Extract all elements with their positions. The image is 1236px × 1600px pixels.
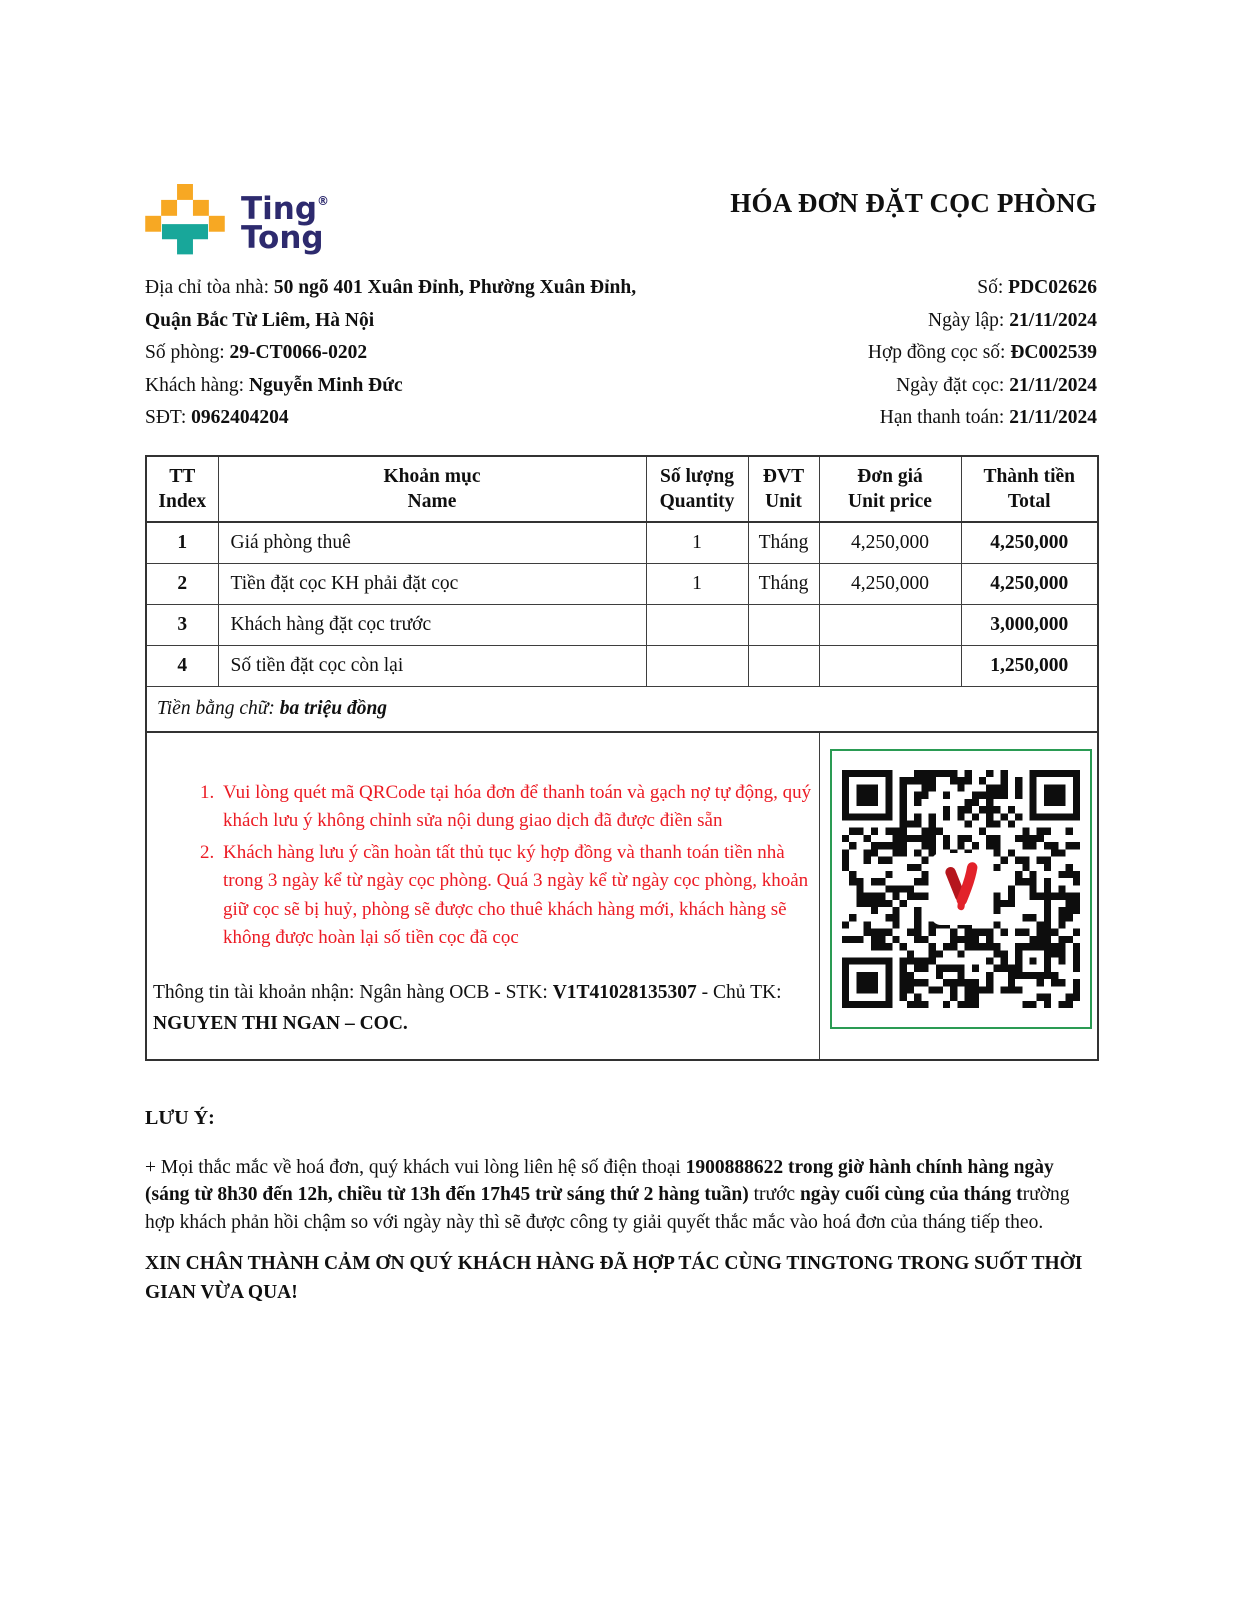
thank-you-note: XIN CHÂN THÀNH CẢM ƠN QUÝ KHÁCH HÀNG ĐÃ HỢP TÁC CÙNG TINGTONG TRONG SUỐT THỜI GIAN VỪA QUA! xyxy=(145,1253,1083,1303)
col-header-quantity: Số lượng Quantity xyxy=(646,456,748,522)
contact-note: + Mọi thắc mắc về hoá đơn, quý khách vui lòng liên hệ số điện thoại 1900888622 trong giờ hành chính hàng ngày (sáng từ 8h30 đến 12h, chiều từ 13h đến 17h45 trừ sáng thứ 2 hàng tuần) trước ngày cuối cùng của tháng trường hợp khách phản hồi chậm so với ngày này thì sẽ được công ty giải quyết thắc mắc vào hoá đơn của tháng tiếp theo. xyxy=(145,1156,1070,1233)
building-address: Địa chỉ tòa nhà: 50 ngõ 401 Xuân Đỉnh, Phường Xuân Đỉnh, Quận Bắc Từ Liêm, Hà Nội xyxy=(145,277,637,331)
qr-cell xyxy=(819,732,1098,1060)
bank-account-info: Thông tin tài khoản nhận: Ngân hàng OCB - STK: V1T41028135307 - Chủ TK: NGUYEN THI NGAN – COC. xyxy=(153,981,782,1034)
table-header-row xyxy=(146,456,1098,522)
invoice-number: Số: PDC02626 xyxy=(977,277,1097,298)
registered-mark: ® xyxy=(317,194,330,208)
table-row: 1 Giá phòng thuê 1 Tháng 4,250,000 4,250,000 xyxy=(146,522,1098,564)
amount-in-words: Tiền bằng chữ: ba triệu đồng xyxy=(146,686,1098,732)
amount-in-words-row xyxy=(146,686,1098,732)
customer-info xyxy=(145,272,657,435)
table-row: 4 Số tiền đặt cọc còn lại 1,250,000 xyxy=(146,645,1098,686)
col-header-unit: ĐVT Unit xyxy=(748,456,819,522)
payment-due-date: Hạn thanh toán: 21/11/2024 xyxy=(879,407,1097,428)
tingtong-logo-icon xyxy=(145,184,225,256)
col-header-name: Khoản mục Name xyxy=(218,456,646,522)
payment-note-item: 1. Vui lòng quét mã QRCode tại hóa đơn để thanh toán và gạch nợ tự động, quý khách lưu ý không chỉnh sửa nội dung giao dịch đã được điền sẵn xyxy=(219,779,817,836)
logo-line1: Ting xyxy=(241,191,318,227)
vietqr-v-icon xyxy=(931,853,991,925)
issue-date: Ngày lập: 21/11/2024 xyxy=(928,309,1097,331)
invoice-table xyxy=(145,455,1099,1061)
payment-notes-list xyxy=(147,779,817,953)
notes-and-qr-row xyxy=(146,732,1098,1060)
invoice-info xyxy=(145,272,1097,435)
room-number: Số phòng: 29-CT0066-0202 xyxy=(145,342,368,363)
col-header-unit-price: Đơn giá Unit price xyxy=(819,456,961,522)
page-title: HÓA ĐƠN ĐẶT CỌC PHÒNG xyxy=(730,188,1097,218)
notes-heading: LƯU Ý: xyxy=(145,1106,215,1129)
invoice-document xyxy=(145,0,1097,1307)
invoice-header xyxy=(145,180,1097,256)
col-header-total: Thành tiền Total xyxy=(961,456,1098,522)
invoice-footer xyxy=(145,1107,1097,1308)
tingtong-logo xyxy=(145,180,329,256)
notes-cell xyxy=(146,732,819,1060)
col-header-index: TT Index xyxy=(146,456,218,522)
payment-note-item: 2. Khách hàng lưu ý cần hoàn tất thủ tục ký hợp đồng và thanh toán tiền nhà trong 3 ngày kể từ ngày cọc phòng. Quá 3 ngày kể từ ngày cọc phòng, khoản giữ cọc sẽ bị huỷ, phòng sẽ được cho thuê khách hàng mới, khách hàng sẽ không được hoàn lại số tiền cọc đã cọc xyxy=(219,839,817,953)
payment-qr-code xyxy=(842,770,1080,1008)
table-row: 2 Tiền đặt cọc KH phải đặt cọc 1 Tháng 4,250,000 4,250,000 xyxy=(146,563,1098,604)
customer-phone: SĐT: 0962404204 xyxy=(145,407,289,428)
customer-name: Khách hàng: Nguyễn Minh Đức xyxy=(145,374,403,396)
logo-line2: Tong xyxy=(241,220,324,256)
invoice-meta xyxy=(868,272,1097,435)
deposit-date: Ngày đặt cọc: 21/11/2024 xyxy=(896,374,1097,396)
table-row: 3 Khách hàng đặt cọc trước 3,000,000 xyxy=(146,604,1098,645)
contract-number: Hợp đồng cọc số: ĐC002539 xyxy=(867,342,1097,363)
qr-frame xyxy=(830,749,1092,1029)
tingtong-logo-text xyxy=(241,187,329,256)
